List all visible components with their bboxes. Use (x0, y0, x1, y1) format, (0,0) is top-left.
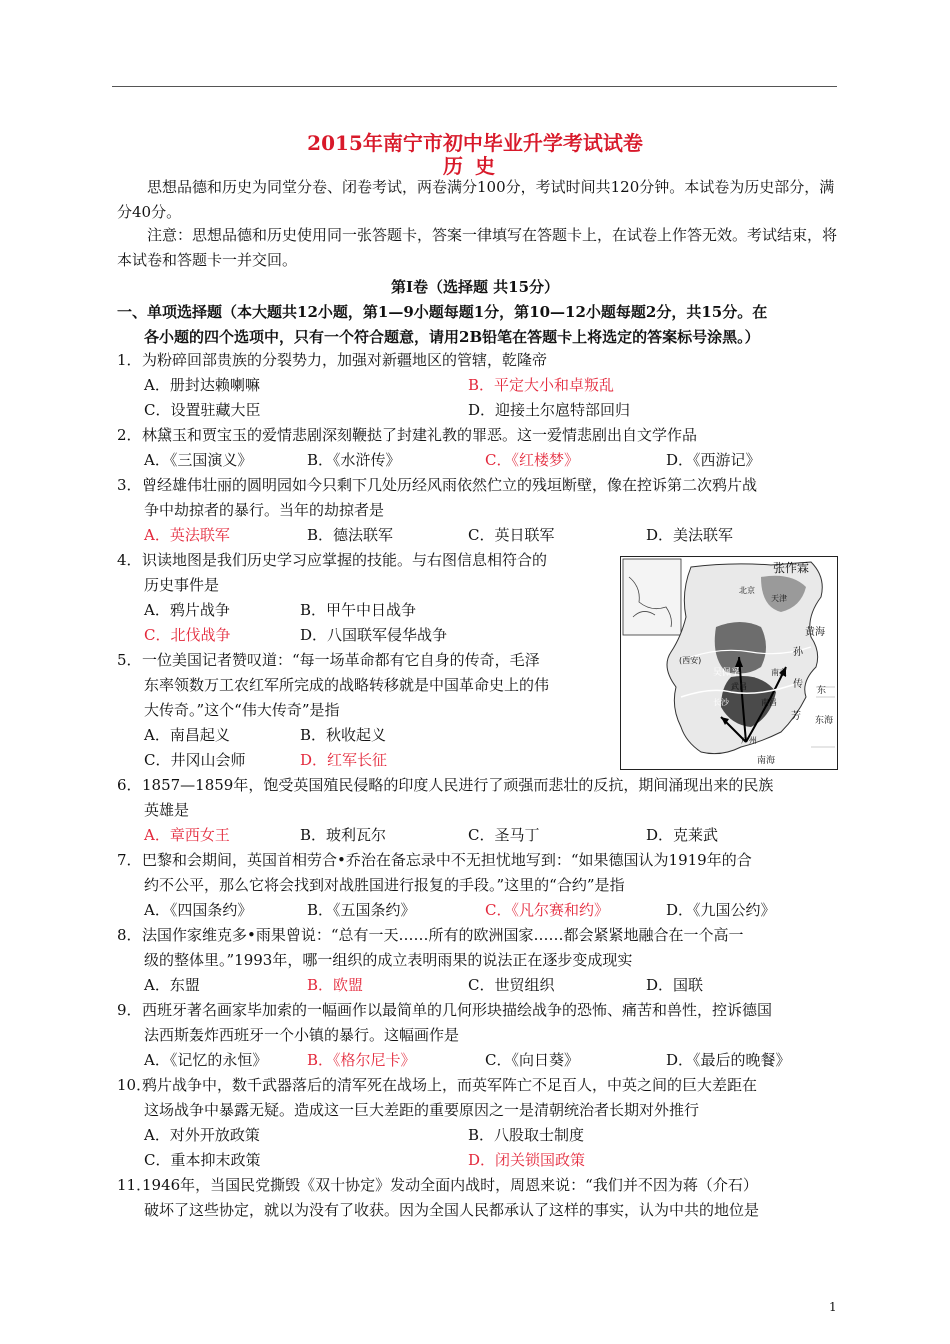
section-heading-line1: 一、单项选择题（本大题共12小题，第1—9小题每题1分，第10—12小题每题2分，共15分。在 (117, 303, 768, 321)
q5-continued-2: 大传奇。”这个“伟大传奇”是指 (144, 701, 340, 719)
q7-option-d[interactable]: D．《九国公约》 (666, 901, 776, 919)
q10-option-d[interactable]: D．闭关锁国政策 (468, 1151, 586, 1169)
q10-option-c[interactable]: C．重本抑末政策 (144, 1151, 261, 1169)
map-label-dong: 东 (817, 686, 827, 696)
q3-option-b[interactable]: B．德法联军 (307, 526, 394, 544)
map-label-nanjing: 南京 (771, 668, 787, 677)
q10-option-a[interactable]: A．对外开放政策 (144, 1126, 260, 1144)
part1-heading: 第Ⅰ卷（选择题 共15分） (390, 278, 560, 296)
map-label-chuan: 传 (793, 679, 803, 690)
q5-option-a[interactable]: A．南昌起义 (144, 726, 230, 744)
q7-option-a[interactable]: A．《四国条约》 (144, 901, 253, 919)
exam-title: 2015年南宁市初中毕业升学考试试卷 (307, 131, 643, 155)
q1-option-b[interactable]: B．平定大小和卓叛乱 (468, 376, 615, 394)
q7-continued: 约不公平，那么它将会找到对战胜国进行报复的手段。”这里的“合约”是指 (144, 876, 625, 894)
page-number: 1 (829, 1300, 837, 1314)
q11-continued: 破坏了这些协定，就以为没有了收获。因为全国人民都承认了这样的事实，认为中共的地位是 (144, 1201, 760, 1219)
q2-option-c[interactable]: C．《红楼梦》 (485, 451, 579, 469)
map-label-xian: (西安) (679, 656, 702, 665)
q3-option-d[interactable]: D．美法联军 (646, 526, 734, 544)
map-label-beijing: 北京 (739, 586, 755, 595)
section-heading-line2: 各小题的四个选项中，只有一个符合题意，请用2B铅笔在答题卡上将选定的答案标号涂黑。） (144, 328, 760, 346)
q1-option-a[interactable]: A．册封达赖喇嘛 (144, 376, 260, 394)
q8-option-c[interactable]: C．世贸组织 (468, 976, 555, 994)
map-label-fang: 芳 (791, 711, 801, 722)
question-3: 3．曾经雄伟壮丽的圆明园如今只剩下几处历经风雨依然伫立的残垣断壁，像在控诉第二次鸦片战 (117, 476, 758, 494)
q4-option-b[interactable]: B．甲午中日战争 (300, 601, 417, 619)
q7-option-c[interactable]: C．《凡尔赛和约》 (485, 901, 609, 919)
q3-option-a[interactable]: A．英法联军 (144, 526, 230, 544)
map-label-nanchang: 南昌 (761, 698, 777, 707)
map-label-huanghai: 黄海 (805, 627, 825, 638)
q9-option-b[interactable]: B．《格尔尼卡》 (307, 1051, 416, 1069)
map-label-nanhai: 南海 (757, 756, 776, 766)
q6-option-b[interactable]: B．玻利瓦尔 (300, 826, 387, 844)
question-11: 11．1946年，当国民党撕毁《双十协定》发动全面内战时，周恩来说：“我们并不因为蒋（介石） (117, 1176, 758, 1194)
header-rule (112, 86, 837, 87)
map-label-zhangzuolin: 张作霖 (773, 561, 810, 575)
question-5: 5．一位美国记者赞叹道：“每一场革命都有它自身的传奇，毛泽 (117, 651, 540, 669)
q6-option-d[interactable]: D．克莱武 (646, 826, 719, 844)
q7-option-b[interactable]: B．《五国条约》 (307, 901, 416, 919)
q5-option-c[interactable]: C．井冈山会师 (144, 751, 246, 769)
question-7: 7．巴黎和会期间，英国首相劳合•乔治在备忘录中不无担忧地写到：“如果德国认为1919年的合 (117, 851, 752, 869)
q10-option-b[interactable]: B．八股取士制度 (468, 1126, 585, 1144)
northern-expedition-map (620, 556, 838, 770)
q4-option-c[interactable]: C．北伐战争 (144, 626, 231, 644)
question-4: 4．识读地图是我们历史学习应掌握的技能。与右图信息相符合的 (117, 551, 548, 569)
map-label-tianjin: 天津 (771, 594, 787, 603)
q2-option-b[interactable]: B．《水浒传》 (307, 451, 401, 469)
q2-option-d[interactable]: D．《西游记》 (666, 451, 761, 469)
map-label-wuchang: 武昌 (731, 682, 747, 691)
q4-continued: 历史事件是 (144, 576, 220, 594)
section-heading (117, 300, 839, 350)
q5-continued-1: 东率领数万工农红军所完成的战略转移就是中国革命史上的伟 (144, 676, 550, 694)
map-label-wupeifu: 吴佩孚 (713, 668, 741, 678)
intro-paragraph-2: 注意：思想品德和历史使用同一张答题卡，答案一律填写在答题卡上，在试卷上作答无效。考试结束，将本试卷和答题卡一并交回。 (117, 226, 838, 269)
q9-option-a[interactable]: A．《记忆的永恒》 (144, 1051, 268, 1069)
map-label-guangzhou: 广州 (741, 736, 757, 745)
q5-option-d[interactable]: D．红军长征 (300, 751, 388, 769)
map-drawing (621, 557, 836, 768)
question-2: 2．林黛玉和贾宝玉的爱情悲剧深刻鞭挞了封建礼教的罪恶。这一爱情悲剧出自文学作品 (117, 426, 698, 444)
q5-option-b[interactable]: B．秋收起义 (300, 726, 387, 744)
question-8: 8．法国作家维克多•雨果曾说：“总有一天……所有的欧洲国家……都会紧紧地融合在一个高一 (117, 926, 744, 944)
question-1: 1．为粉碎回部贵族的分裂势力，加强对新疆地区的管辖，乾隆帝 (117, 351, 548, 369)
q1-option-c[interactable]: C．设置驻藏大臣 (144, 401, 261, 419)
q3-option-c[interactable]: C．英日联军 (468, 526, 555, 544)
q1-option-d[interactable]: D．迎接土尔扈特部回归 (468, 401, 631, 419)
map-label-sun: 孙 (793, 647, 803, 658)
q8-continued: 级的整体里。”1993年，哪一组织的成立表明雨果的说法正在逐步变成现实 (144, 951, 633, 969)
q4-option-d[interactable]: D．八国联军侵华战争 (300, 626, 448, 644)
q6-option-a[interactable]: A．章西女王 (144, 826, 230, 844)
q8-option-a[interactable]: A．东盟 (144, 976, 200, 994)
q8-option-b[interactable]: B．欧盟 (307, 976, 364, 994)
q9-option-c[interactable]: C．《向日葵》 (485, 1051, 579, 1069)
subject-title: 历史 (443, 154, 507, 178)
question-6: 6．1857—1859年，饱受英国殖民侵略的印度人民进行了顽强而悲壮的反抗，期间涌现出来的民族 (117, 776, 774, 794)
map-label-donghai: 东海 (815, 716, 834, 726)
q9-option-d[interactable]: D．《最后的晚餐》 (666, 1051, 791, 1069)
intro-paragraph-1: 思想品德和历史为同堂分卷、闭卷考试，两卷满分100分，考试时间共120分钟。本试卷为历史部分，满分40分。 (117, 178, 835, 221)
map-label-changsha: 长沙 (713, 698, 729, 707)
question-10: 10．鸦片战争中，数千武器落后的清军死在战场上，而英军阵亡不足百人，中英之间的巨大差距在 (117, 1076, 758, 1094)
q3-continued: 争中劫掠者的暴行。当年的劫掠者是 (144, 501, 385, 519)
q10-continued: 这场战争中暴露无疑。造成这一巨大差距的重要原因之一是清朝统治者长期对外推行 (144, 1101, 700, 1119)
q6-option-c[interactable]: C．圣马丁 (468, 826, 540, 844)
q8-option-d[interactable]: D．国联 (646, 976, 704, 994)
q4-option-a[interactable]: A．鸦片战争 (144, 601, 230, 619)
q2-option-a[interactable]: A．《三国演义》 (144, 451, 253, 469)
q9-continued: 法西斯轰炸西班牙一个小镇的暴行。这幅画作是 (144, 1026, 460, 1044)
question-9: 9．西班牙著名画家毕加索的一幅画作以最简单的几何形块描绘战争的恐怖、痛苦和兽性，控诉德国 (117, 1001, 773, 1019)
q6-continued: 英雄是 (144, 801, 190, 819)
